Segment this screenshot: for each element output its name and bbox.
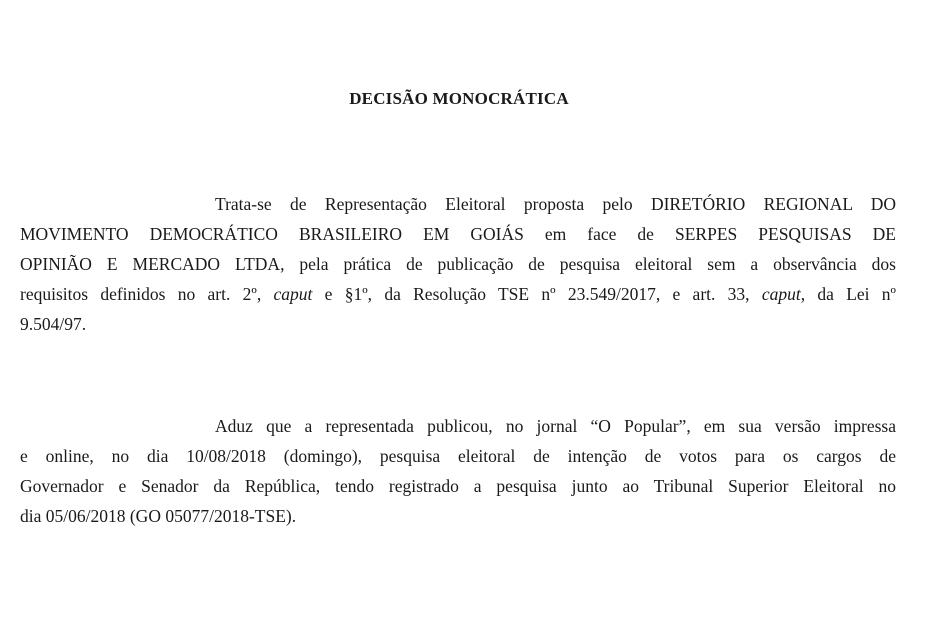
text-run: e §1º, da Resolução TSE nº 23.549/2017, e art. 33, (312, 284, 762, 304)
paragraph-line: Aduz que a representada publicou, no jornal “O Popular”, em sua versão impressa (215, 416, 896, 436)
paragraph-line: e online, no dia 10/08/2018 (domingo), pesquisa eleitoral de intenção de votos para os cargos de (20, 446, 896, 466)
paragraph-line: Trata-se de Representação Eleitoral proposta pelo DIRETÓRIO REGIONAL DO (215, 194, 896, 214)
paragraph-line: Governador e Senador da República, tendo registrado a pesquisa junto ao Tribunal Superior Eleitoral no (20, 476, 896, 496)
paragraph-line (20, 279, 896, 309)
text-run: requisitos definidos no art. 2º, (20, 284, 274, 304)
paragraph-line: dia 05/06/2018 (GO 05077/2018-TSE). (20, 506, 297, 526)
paragraph-representation (20, 189, 896, 339)
document-title: DECISÃO MONOCRÁTICA (349, 89, 569, 108)
paragraph-line: OPINIÃO E MERCADO LTDA, pela prática de publicação de pesquisa eleitoral sem a observância dos (20, 254, 896, 274)
paragraph-publication (20, 411, 896, 531)
paragraph-line: MOVIMENTO DEMOCRÁTICO BRASILEIRO EM GOIÁS em face de SERPES PESQUISAS DE (20, 224, 896, 244)
italic-caput: caput (761, 284, 801, 304)
paragraph-line: 9.504/97. (20, 314, 87, 334)
text-run: , da Lei nº (800, 284, 896, 304)
italic-caput: caput (273, 284, 313, 304)
